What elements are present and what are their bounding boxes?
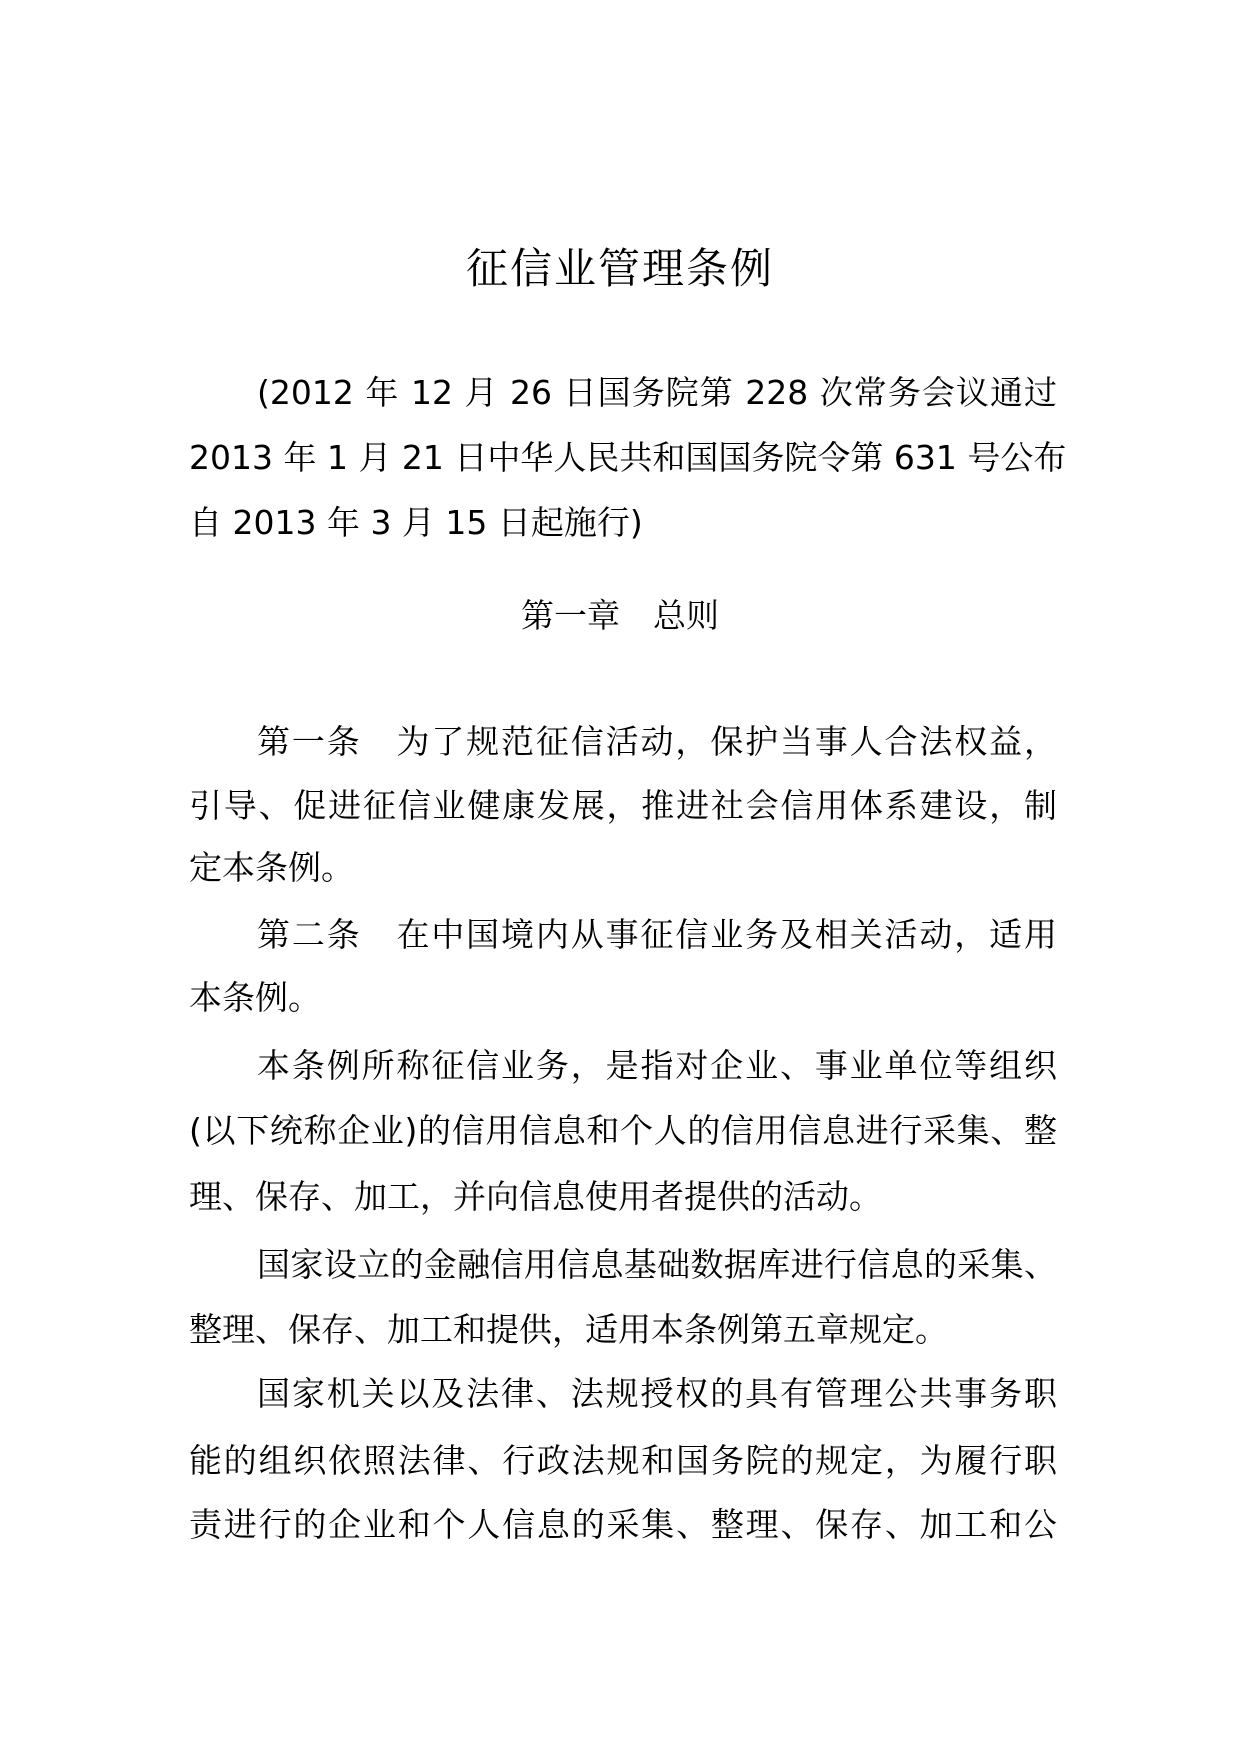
- document-title: 征信业管理条例: [465, 244, 774, 293]
- paragraph-line: 能的组织依照法律、行政法规和国务院的规定，为履行职: [189, 1441, 1057, 1480]
- paragraph-line: 国家机关以及法律、法规授权的具有管理公共事务职: [257, 1374, 1057, 1413]
- article-1-line: 第一条 为了规范征信活动，保护当事人合法权益，: [257, 722, 1057, 761]
- article-2-line: 本条例。: [189, 978, 321, 1017]
- preamble-line: (2012 年 12 月 26 日国务院第 228 次常务会议通过: [257, 373, 1057, 412]
- paragraph-line: (以下统称企业)的信用信息和个人的信用信息进行采集、整: [189, 1111, 1057, 1150]
- preamble-line: 2013 年 1 月 21 日中华人民共和国国务院令第 631 号公布: [189, 438, 1067, 477]
- paragraph-line: 国家设立的金融信用信息基础数据库进行信息的采集、: [257, 1245, 1057, 1284]
- paragraph-line: 责进行的企业和个人信息的采集、整理、保存、加工和公: [189, 1505, 1057, 1544]
- article-1-line: 引导、促进征信业健康发展，推进社会信用体系建设，制: [189, 786, 1057, 825]
- article-2-line: 第二条 在中国境内从事征信业务及相关活动，适用: [257, 915, 1057, 954]
- paragraph-line: 整理、保存、加工和提供，适用本条例第五章规定。: [189, 1310, 948, 1349]
- article-1-line: 定本条例。: [189, 848, 354, 887]
- preamble-line: 自 2013 年 3 月 15 日起施行): [189, 503, 643, 542]
- chapter-heading: 第一章 总则: [521, 596, 719, 635]
- paragraph-line: 本条例所称征信业务，是指对企业、事业单位等组织: [257, 1046, 1057, 1085]
- paragraph-line: 理、保存、加工，并向信息使用者提供的活动。: [189, 1177, 882, 1216]
